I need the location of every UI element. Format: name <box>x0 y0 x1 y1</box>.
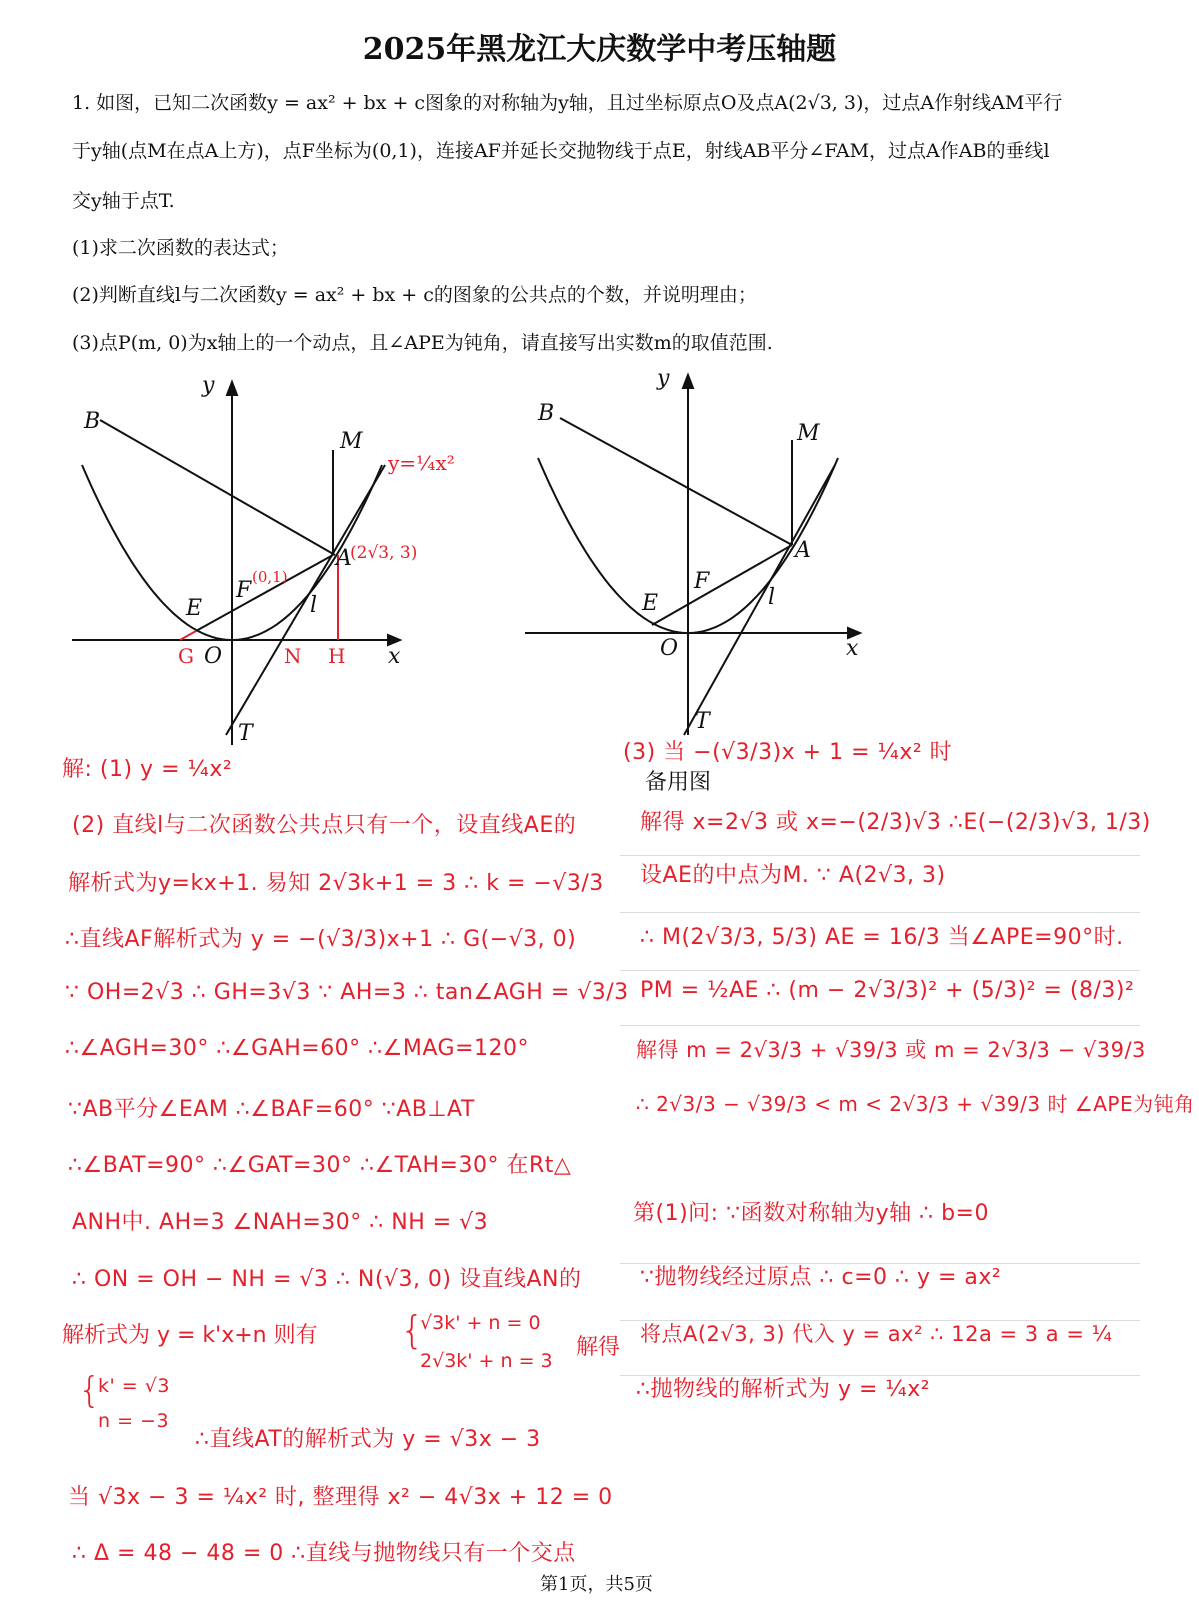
label-a: A <box>336 546 352 571</box>
problem-line: 于y轴(点M在点A上方)，点F坐标为(0,1)，连接AF并延长交抛物线于点E，射线AB平分∠FAM，过点A作AB的垂线l <box>72 140 1050 162</box>
problem-line: 交y轴于点T. <box>72 190 175 212</box>
figure-2-caption: 备用图 <box>645 770 712 795</box>
label-l: l <box>768 585 776 610</box>
problem-line: (2)判断直线l与二次函数y = ax² + bx + c的图象的公共点的个数，并说明理由； <box>72 284 757 306</box>
solution-line: (3) 当 −(√3/3)x + 1 = ¼x² 时 <box>623 740 953 765</box>
ray-ab <box>100 420 335 555</box>
label-b: B <box>538 401 555 426</box>
label-l: l <box>310 593 318 618</box>
solution-line: ∴直线AF解析式为 y = −(√3/3)x+1 ∴ G(−√3, 0) <box>65 927 577 952</box>
label-n: N <box>284 644 302 668</box>
label-e: E <box>186 596 203 621</box>
label-e: E <box>642 591 659 616</box>
problem-line: 1. 如图，已知二次函数y = ax² + bx + c图象的对称轴为y轴，且过坐标原点O及点A(2√3, 3)，过点A作射线AM平行 <box>72 92 1063 114</box>
solution-line: ∵ OH=2√3 ∴ GH=3√3 ∵ AH=3 ∴ tan∠AGH = √3/3 <box>65 980 629 1005</box>
solution-line: ∵AB平分∠EAM ∴∠BAF=60° ∵AB⊥AT <box>68 1097 475 1122</box>
annotation-a-coord: (2√3, 3) <box>350 543 418 563</box>
label-o: O <box>204 644 223 669</box>
annotation-f-coord: (0,1) <box>252 568 288 586</box>
brace: { <box>400 1308 425 1352</box>
label-y: y <box>202 373 215 398</box>
solution-line: 第(1)问: ∵函数对称轴为y轴 ∴ b=0 <box>633 1201 989 1226</box>
solution-line: ∵抛物线经过原点 ∴ c=0 ∴ y = ax² <box>640 1265 1002 1290</box>
problem-line: (1)求二次函数的表达式； <box>72 237 289 259</box>
solution-line: PM = ½AE ∴ (m − 2√3/3)² + (5/3)² = (8/3)² <box>640 978 1135 1003</box>
label-g: G <box>178 644 194 668</box>
solution-line: ∴ Δ = 48 − 48 = 0 ∴直线与抛物线只有一个交点 <box>72 1541 576 1566</box>
solution-line: 解得 x=2√3 或 x=−(2/3)√3 ∴E(−(2/3)√3, 1/3) <box>640 810 1151 835</box>
solution-line: ∴抛物线的解析式为 y = ¼x² <box>636 1377 931 1402</box>
figure-2 <box>500 360 900 740</box>
label-m: M <box>797 421 820 446</box>
solution-line: ANH中. AH=3 ∠NAH=30° ∴ NH = √3 <box>72 1210 489 1235</box>
solution-line: 解得 <box>576 1335 621 1360</box>
equation-1: √3k' + n = 0 <box>420 1312 541 1334</box>
solution-line: 设AE的中点为M. ∵ A(2√3, 3) <box>640 863 946 888</box>
solution-line: 将点A(2√3, 3) 代入 y = ax² ∴ 12a = 3 a = ¼ <box>640 1322 1113 1346</box>
label-o: O <box>660 636 679 661</box>
label-m: M <box>340 429 363 454</box>
label-y: y <box>657 366 670 391</box>
solution-line: 解析式为y=kx+1. 易知 2√3k+1 = 3 ∴ k = −√3/3 <box>68 871 604 896</box>
label-x: x <box>846 636 859 661</box>
label-t: T <box>695 709 710 734</box>
solution-line: ∴∠BAT=90° ∴∠GAT=30° ∴∠TAH=30° 在Rt△ <box>68 1153 572 1178</box>
solution-line: 解析式为 y = k'x+n 则有 <box>62 1323 318 1348</box>
equation-2: 2√3k' + n = 3 <box>420 1350 553 1372</box>
label-t: T <box>238 721 253 746</box>
label-h: H <box>328 644 346 668</box>
ray-ab <box>560 418 792 545</box>
page-footer: 第1页，共5页 <box>540 1574 653 1595</box>
solution-line: ∴ M(2√3/3, 5/3) AE = 16/3 当∠APE=90°时. <box>640 925 1124 950</box>
solution-line: ∴ ON = OH − NH = √3 ∴ N(√3, 0) 设直线AN的 <box>72 1267 582 1292</box>
annotation-parabola: y=¼x² <box>388 451 455 475</box>
line-l <box>684 465 835 735</box>
solution-line: (2) 直线l与二次函数公共点只有一个，设直线AE的 <box>72 813 577 838</box>
label-a: A <box>795 538 811 563</box>
solution-line: ∴ 2√3/3 − √39/3 < m < 2√3/3 + √39/3 时 ∠APE为钝角 <box>636 1092 1195 1116</box>
y-axis-arrow <box>683 375 693 388</box>
label-x: x <box>388 644 401 669</box>
label-b: B <box>84 409 101 434</box>
solution-line: 解: (1) y = ¼x² <box>62 757 233 782</box>
equation-4: n = −3 <box>98 1410 170 1432</box>
label-f: F <box>236 578 252 603</box>
solution-line: 解得 m = 2√3/3 + √39/3 或 m = 2√3/3 − √39/3 <box>636 1038 1146 1062</box>
solution-line: ∴直线AT的解析式为 y = √3x − 3 <box>195 1427 541 1452</box>
brace: { <box>78 1370 102 1411</box>
y-axis-arrow <box>227 382 237 395</box>
page-title: 2025年黑龙江大庆数学中考压轴题 <box>362 32 837 67</box>
equation-3: k' = √3 <box>98 1375 170 1397</box>
problem-line: (3)点P(m, 0)为x轴上的一个动点，且∠APE为钝角，请直接写出实数m的取值范围. <box>72 332 773 354</box>
solution-line: ∴∠AGH=30° ∴∠GAH=60° ∴∠MAG=120° <box>65 1036 530 1061</box>
extension-g <box>180 631 196 640</box>
label-f: F <box>694 569 710 594</box>
solution-line: 当 √3x − 3 = ¼x² 时, 整理得 x² − 4√3x + 12 = 0 <box>68 1485 613 1510</box>
